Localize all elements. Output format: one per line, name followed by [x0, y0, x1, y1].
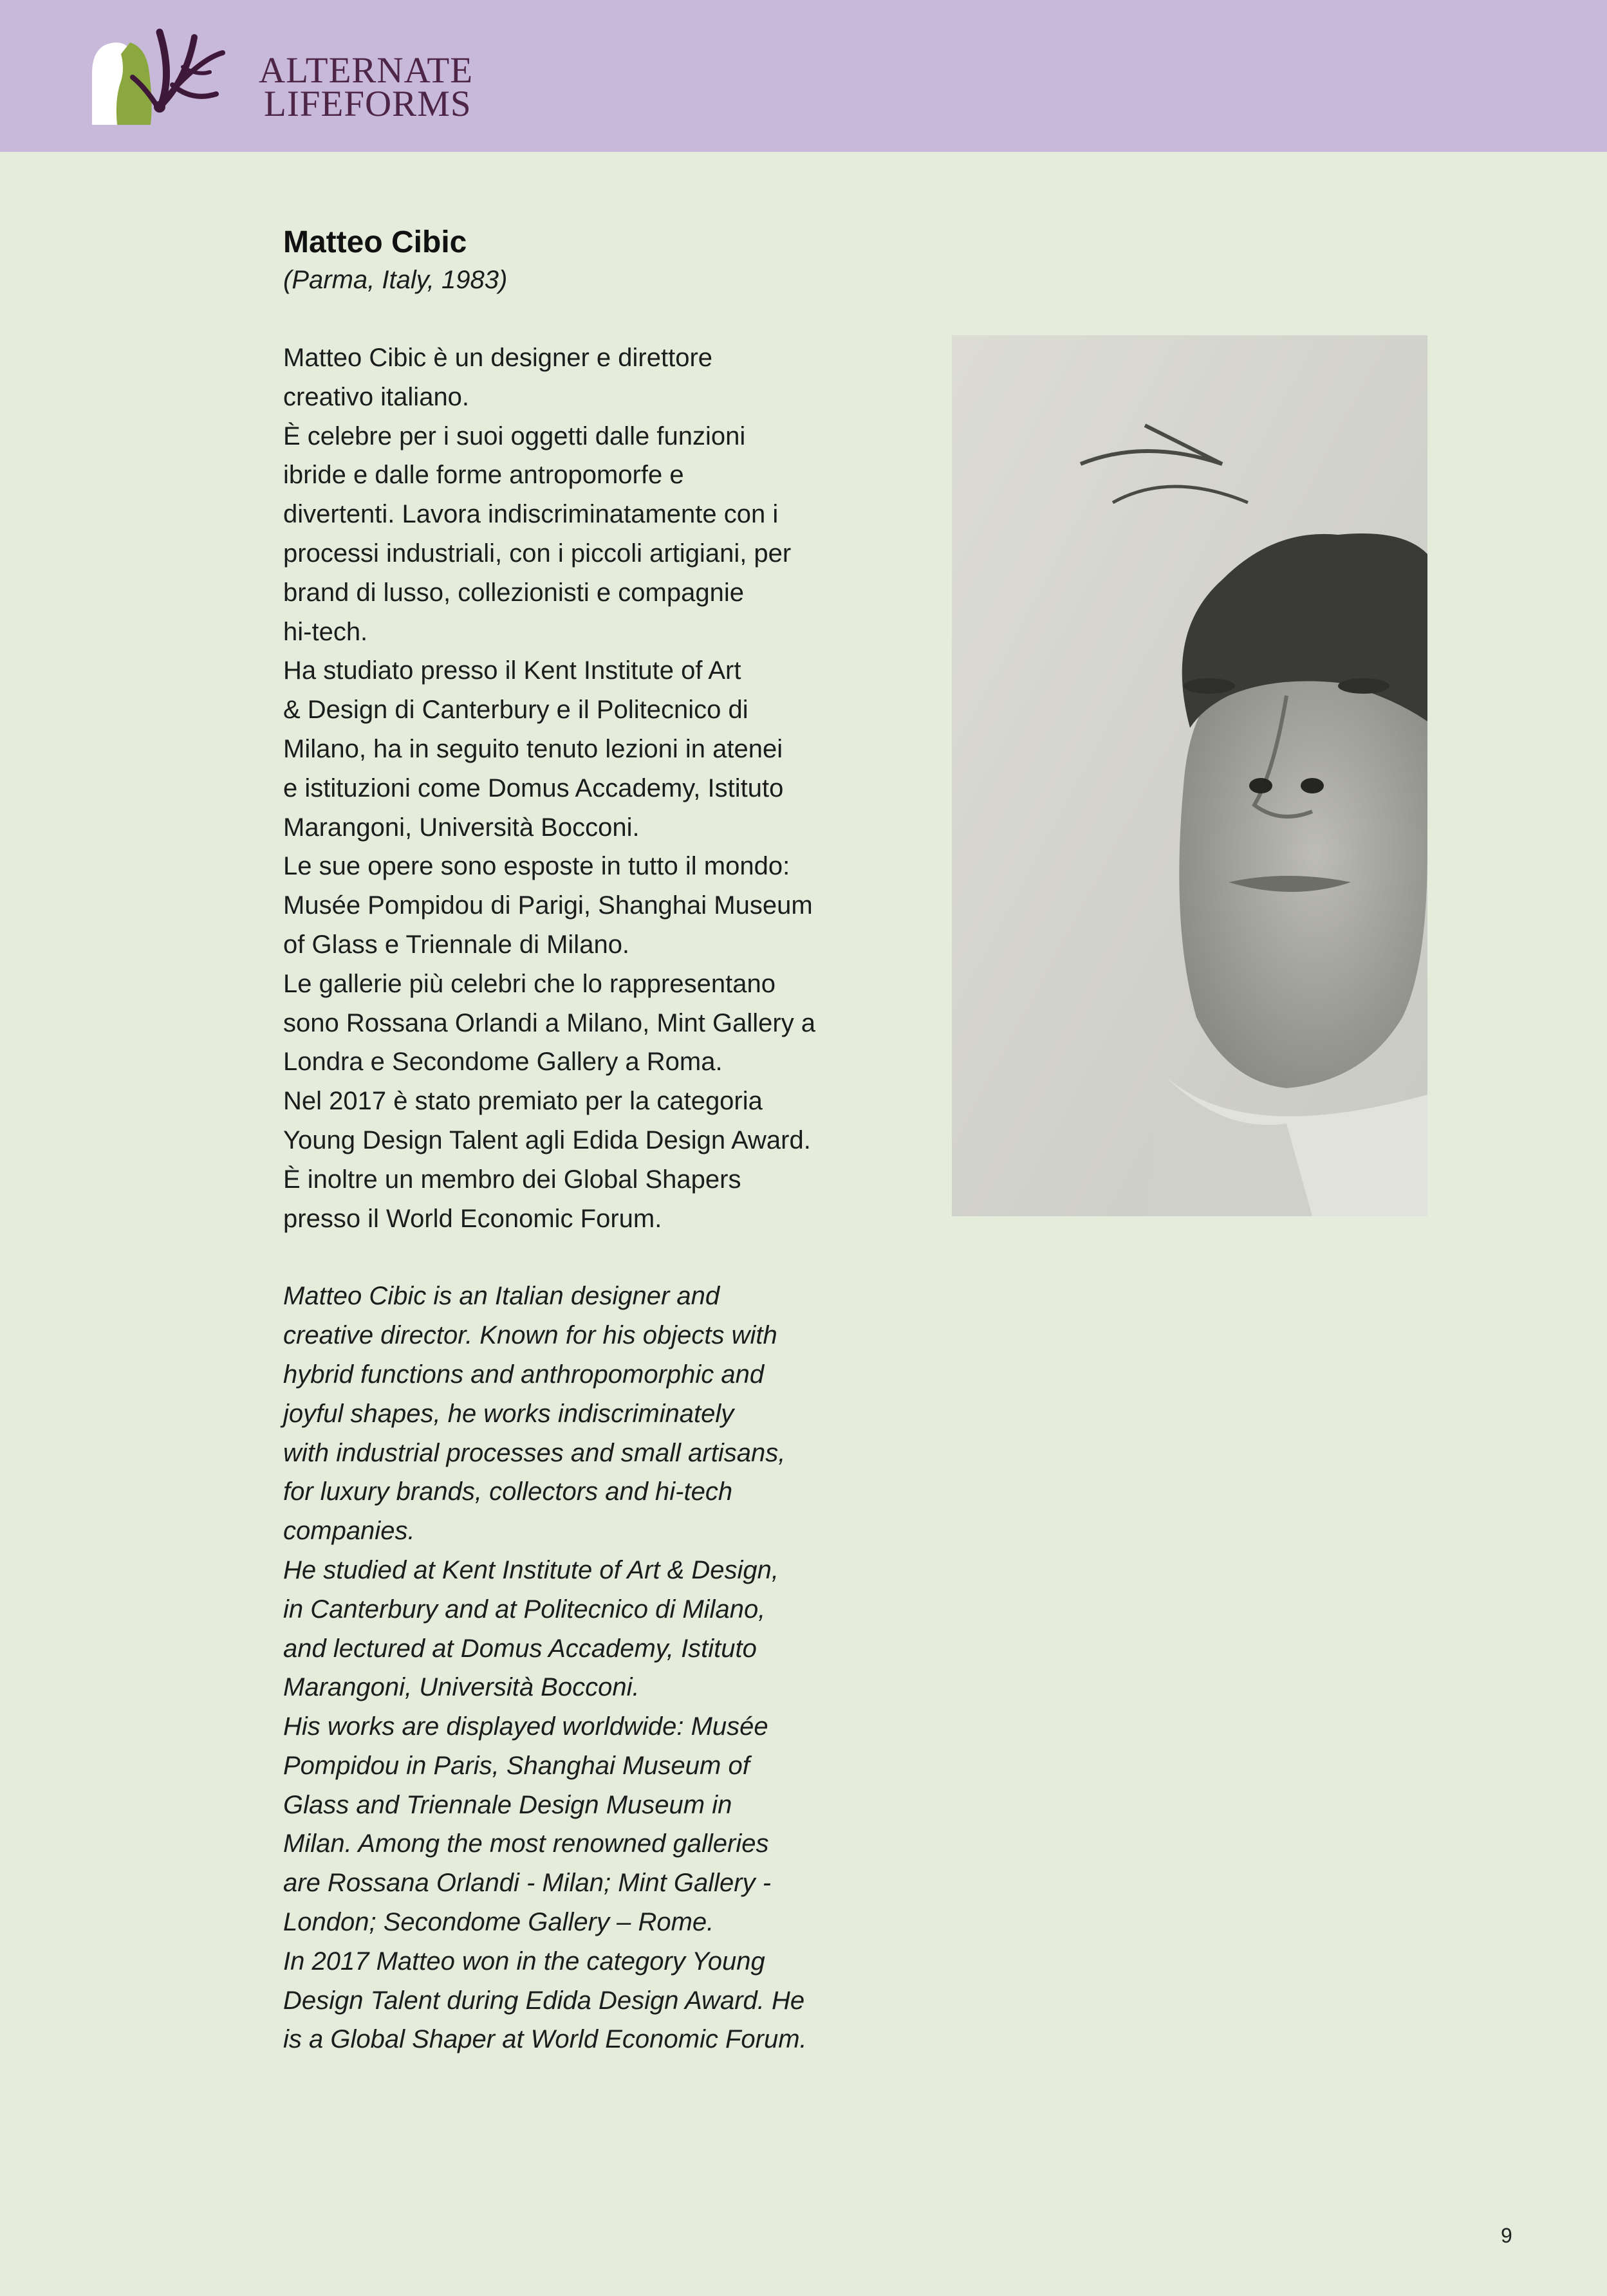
bio-line: divertenti. Lavora indiscriminatamente con i — [283, 500, 779, 529]
bio-line: Londra e Secondome Gallery a Roma. — [283, 1048, 723, 1077]
header-bar — [0, 0, 1607, 152]
bio-line: e istituzioni come Domus Accademy, Istituto — [283, 773, 784, 802]
bio-italian — [283, 338, 927, 1238]
bio-line: is a Global Shaper at World Economic Forum. — [283, 2025, 807, 2054]
logo-wordmark — [259, 50, 474, 124]
bio-line: hi-tech. — [283, 617, 368, 646]
bio-line: London; Secondome Gallery – Rome. — [283, 1908, 714, 1937]
bio-line: Nel 2017 è stato premiato per la categoria — [283, 1087, 763, 1116]
alternate-lifeforms-logo — [90, 28, 515, 131]
portrait-photo — [952, 335, 1427, 1216]
bio-line: È inoltre un membro dei Global Shapers — [283, 1165, 741, 1194]
bio-line: In 2017 Matteo won in the category Young — [283, 1947, 765, 1976]
bio-line: brand di lusso, collezionisti e compagnie — [283, 578, 744, 607]
bio-line: Glass and Triennale Design Museum in — [283, 1790, 732, 1819]
bio-english — [283, 1277, 927, 2059]
portrait-image — [952, 335, 1427, 1216]
designer-name: Matteo Cibic — [283, 225, 467, 259]
bio-line: Marangoni, Università Bocconi. — [283, 1673, 640, 1702]
page-number: 9 — [1501, 2224, 1512, 2247]
bio-line: ibride e dalle forme antropomorfe e — [283, 461, 684, 490]
bio-line: companies. — [283, 1517, 415, 1546]
bio-line: creative director. Known for his objects with — [283, 1321, 777, 1350]
bio-line: for luxury brands, collectors and hi-tech — [283, 1477, 733, 1506]
bio-line: are Rossana Orlandi - Milan; Mint Gallery - — [283, 1869, 772, 1898]
bio-line: with industrial processes and small artisans, — [283, 1438, 786, 1467]
bio-line: sono Rossana Orlandi a Milano, Mint Gallery a — [283, 1008, 816, 1037]
bio-line: of Glass e Triennale di Milano. — [283, 930, 630, 959]
logo-mark-icon — [90, 28, 257, 131]
bio-line: hybrid functions and anthropomorphic and — [283, 1360, 765, 1389]
bio-line: È celebre per i suoi oggetti dalle funzioni — [283, 421, 746, 450]
logo-line-1: ALTERNATE — [259, 50, 474, 91]
logo-line-2: LIFEFORMS — [264, 84, 472, 124]
bio-line: His works are displayed worldwide: Musée — [283, 1712, 768, 1741]
bio-line: Design Talent during Edida Design Award. He — [283, 1986, 805, 2015]
bio-line: Matteo Cibic è un designer e direttore — [283, 344, 713, 372]
bio-line: and lectured at Domus Accademy, Istituto — [283, 1634, 757, 1663]
bio-line: joyful shapes, he works indiscriminately — [283, 1399, 734, 1428]
bio-line: in Canterbury and at Politecnico di Milano, — [283, 1595, 766, 1624]
bio-line: Ha studiato presso il Kent Institute of Art — [283, 656, 741, 685]
bio-line: & Design di Canterbury e il Politecnico di — [283, 696, 748, 725]
bio-line: He studied at Kent Institute of Art & Design, — [283, 1555, 779, 1584]
bio-line: Matteo Cibic is an Italian designer and — [283, 1282, 720, 1311]
bio-line: Marangoni, Università Bocconi. — [283, 813, 640, 842]
bio-line: Milan. Among the most renowned galleries — [283, 1829, 769, 1858]
bio-line: Pompidou in Paris, Shanghai Museum of — [283, 1751, 750, 1780]
bio-line: presso il World Economic Forum. — [283, 1204, 662, 1233]
designer-origin: (Parma, Italy, 1983) — [283, 266, 508, 294]
bio-line: Le gallerie più celebri che lo rappresentano — [283, 969, 776, 998]
bio-line: processi industriali, con i piccoli artigiani, per — [283, 539, 792, 568]
bio-line: Musée Pompidou di Parigi, Shanghai Museum — [283, 891, 813, 920]
bio-line: Young Design Talent agli Edida Design Award. — [283, 1125, 811, 1154]
bio-line: creativo italiano. — [283, 382, 470, 411]
bio-line: Le sue opere sono esposte in tutto il mondo: — [283, 852, 790, 881]
bio-line: Milano, ha in seguito tenuto lezioni in atenei — [283, 734, 783, 763]
profile-text — [283, 224, 927, 2059]
